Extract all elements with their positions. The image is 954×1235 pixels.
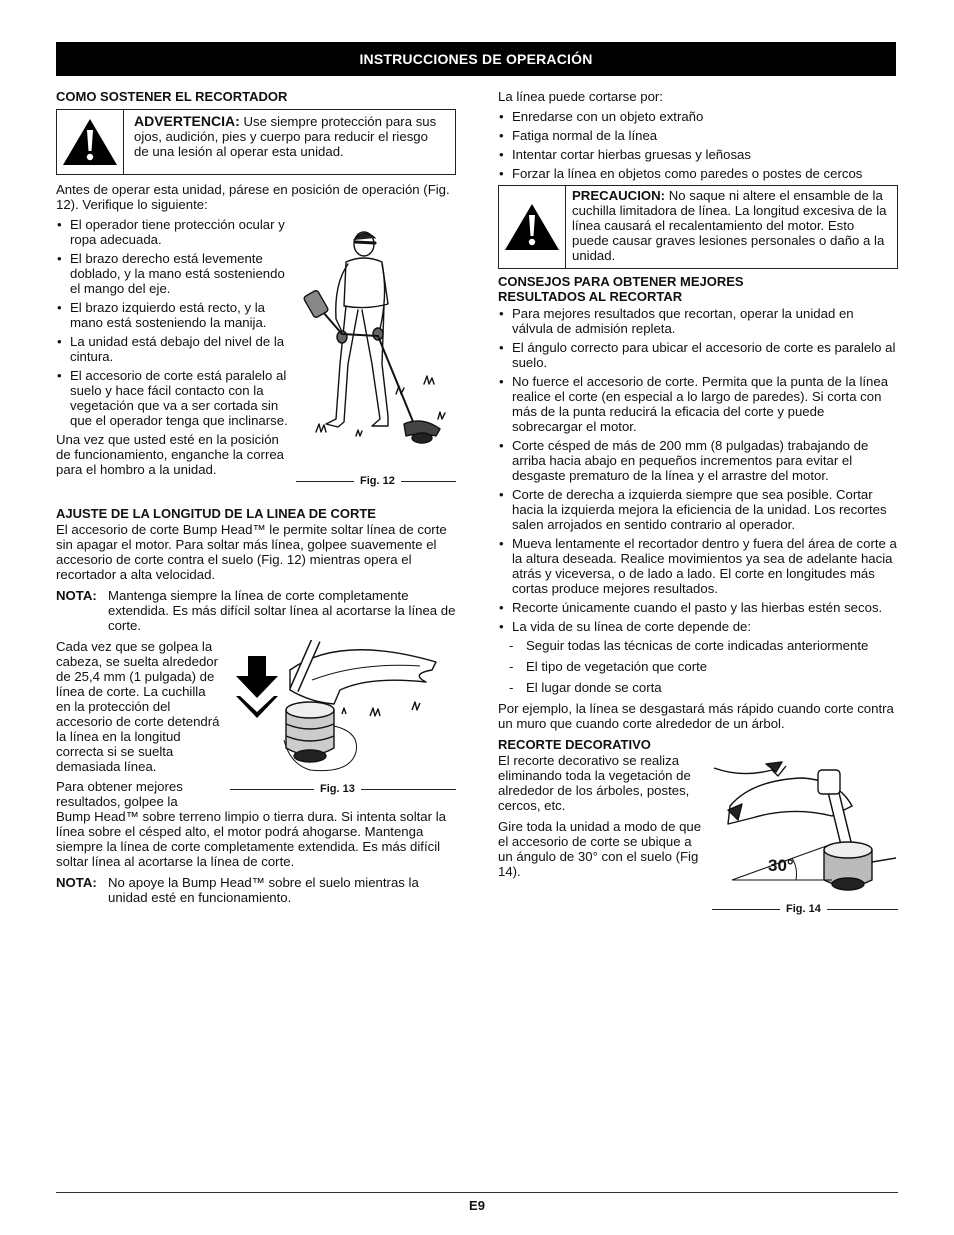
page-number: E9 <box>469 1198 485 1213</box>
position-checklist <box>56 217 292 428</box>
fig13-caption <box>230 782 456 797</box>
section-header <box>56 42 896 76</box>
harness-text: Una vez que usted esté en la posición de funcionamiento, enganche la correa para el hombro a la unidad. <box>56 432 285 477</box>
warning-text: Use siempre protección para sus ojos, audición, pies y cuerpo para reducir el riesgo de una lesión al operar esta unidad. <box>134 114 437 159</box>
list-item: • El accesorio de corte está paralelo al suelo y hace fácil contacto con la vegetación que va a ser cortada sin que el operador tenga que inclinarse. <box>56 368 292 428</box>
nota-2 <box>56 875 456 905</box>
best-results-start: Para obtener mejores resultados, golpee la <box>56 779 183 809</box>
fig13-label: Fig. 13 <box>320 783 355 795</box>
nota-2-label: NOTA: <box>56 875 97 890</box>
decorative-text-2: Gire toda la unidad a modo de que el accesorio de corte se ubique a un ángulo de 30° con el suelo (Fig 14). <box>498 819 702 879</box>
list-item: • No fuerce el accesorio de corte. Permita que la punta de la línea realice el corte (en especial a lo largo de paredes). Si corta con más de la punta reducirá la eficacia del corte y puede sobrecargar el motor. <box>498 374 898 434</box>
fig12-caption <box>296 474 456 489</box>
list-item: • Mueva lentamente el recortador dentro y fuera del área de corte a la altura deseada. Realice movimientos ya sea de adelante hacia atrás y viceversa, o de lado a lado. El corte en longitudes más cortas produce mejores resultados. <box>498 536 898 596</box>
fig14-caption <box>712 902 898 917</box>
list-item: • Intentar cortar hierbas gruesas y leñosas <box>498 147 898 162</box>
warning-triangle-icon <box>57 110 124 174</box>
caution-box <box>498 185 898 269</box>
warning-box <box>56 109 456 175</box>
line-cut-causes <box>498 109 898 181</box>
down-arrow-icon <box>236 656 278 718</box>
line-cut-intro: La línea puede cortarse por: <box>498 89 663 104</box>
list-item: - El tipo de vegetación que corte <box>498 659 898 674</box>
list-item: - Seguir todas las técnicas de corte indicadas anteriormente <box>498 638 898 653</box>
caution-triangle-icon <box>499 186 566 268</box>
caution-text: No saque ni altere el ensamble de la cuchilla limitadora de línea. La longitud excesiva de la línea causará el recalentamiento del motor. Esto puede causar graves lesiones personales o daño a la unidad. <box>572 188 887 263</box>
hold-heading: COMO SOSTENER EL RECORTADOR <box>56 89 288 104</box>
fig12-label: Fig. 12 <box>360 475 395 487</box>
line-length-heading: AJUSTE DE LA LONGITUD DE LA LINEA DE CORTE <box>56 506 376 521</box>
list-item: • El ángulo correcto para ubicar el accesorio de corte es paralelo al suelo. <box>498 340 898 370</box>
fig12-operator-illustration <box>296 224 456 449</box>
nota-1-text: Mantenga siempre la línea de corte completamente extendida. Es más difícil soltar línea al acortarse la línea de corte. <box>108 588 456 633</box>
line-life-factors <box>498 638 898 695</box>
list-item: - El lugar donde se corta <box>498 680 898 695</box>
list-item: • Para mejores resultados que recortan, operar la unidad en válvula de admisión repleta. <box>498 306 898 336</box>
list-item: • El brazo derecho está levemente doblado, y la mano está sosteniendo el mango del eje. <box>56 251 292 296</box>
angle-label: 30° <box>768 856 794 875</box>
list-item: • Corte césped de más de 200 mm (8 pulgadas) trabajando de arriba hacia abajo en pequeños incrementos para evitar el desgaste prematuro de la línea y el arrastre del motor. <box>498 438 898 483</box>
tap-release-text: Cada vez que se golpea la cabeza, se suelta alrededor de 25,4 mm (1 pulgada) de línea de corte. La cuchilla en la protección del accesorio de corte detendrá la línea en la longitud correcta si se suelta demasiada línea. <box>56 639 220 774</box>
nota-1 <box>56 588 456 633</box>
section-title: INSTRUCCIONES DE OPERACIÓN <box>359 50 593 67</box>
nota-2-text: No apoye la Bump Head™ sobre el suelo mientras la unidad esté en funcionamiento. <box>108 875 419 905</box>
list-item: • El brazo izquierdo está recto, y la mano está sosteniendo la manija. <box>56 300 292 330</box>
list-item: • Fatiga normal de la línea <box>498 128 898 143</box>
footer-divider <box>56 1192 898 1193</box>
list-item: • Enredarse con un objeto extraño <box>498 109 898 124</box>
tips-list <box>498 306 898 634</box>
example-text: Por ejemplo, la línea se desgastará más rápido cuando corte contra un muro que cuando corte alrededor de un árbol. <box>498 701 894 731</box>
list-item: • Recorte únicamente cuando el pasto y las hierbas estén secos. <box>498 600 898 615</box>
warning-label: ADVERTENCIA: <box>134 113 240 129</box>
operation-intro: Antes de operar esta unidad, párese en posición de operación (Fig. 12). Verifique lo siguiente: <box>56 182 450 212</box>
caution-label: PRECAUCION: <box>572 188 666 203</box>
list-item: • Forzar la línea en objetos como paredes o postes de cercos <box>498 166 898 181</box>
decorative-heading: RECORTE DECORATIVO <box>498 737 651 752</box>
fig13-bump-head-illustration <box>230 640 456 780</box>
decorative-text-1: El recorte decorativo se realiza eliminando toda la vegetación de alrededor de los árboles, postes, cercos, etc. <box>498 753 691 813</box>
tips-heading: CONSEJOS PARA OBTENER MEJORES RESULTADOS AL RECORTAR <box>498 274 744 304</box>
line-length-text: El accesorio de corte Bump Head™ le permite soltar línea de corte sin apagar el motor. Para soltar más línea, golpee suavemente el accesorio de corte contra el suelo (Fig. 12) mientras opera el recortador a alta velocidad. <box>56 522 447 582</box>
list-item: • La unidad está debajo del nivel de la cintura. <box>56 334 292 364</box>
best-results-text: Bump Head™ sobre terreno limpio o tierra dura. Si intenta soltar la línea sobre el césped alto, el motor podrá ahogarse. Mantenga siempre la línea de corte completamente extendida. Es más difícil soltar línea al acortarse la línea de corte. <box>56 809 446 869</box>
list-item: • La vida de su línea de corte depende de: <box>498 619 898 634</box>
nota-1-label: NOTA: <box>56 588 97 603</box>
fig14-label: Fig. 14 <box>786 903 821 915</box>
fig14-decorative-trim-illustration <box>712 758 898 898</box>
list-item: • Corte de derecha a izquierda siempre que sea posible. Cortar hacia la izquierda mejora la eficiencia de la unidad. Los recortes salen arrojados en sentido contrario al operador. <box>498 487 898 532</box>
list-item: • El operador tiene protección ocular y ropa adecuada. <box>56 217 292 247</box>
